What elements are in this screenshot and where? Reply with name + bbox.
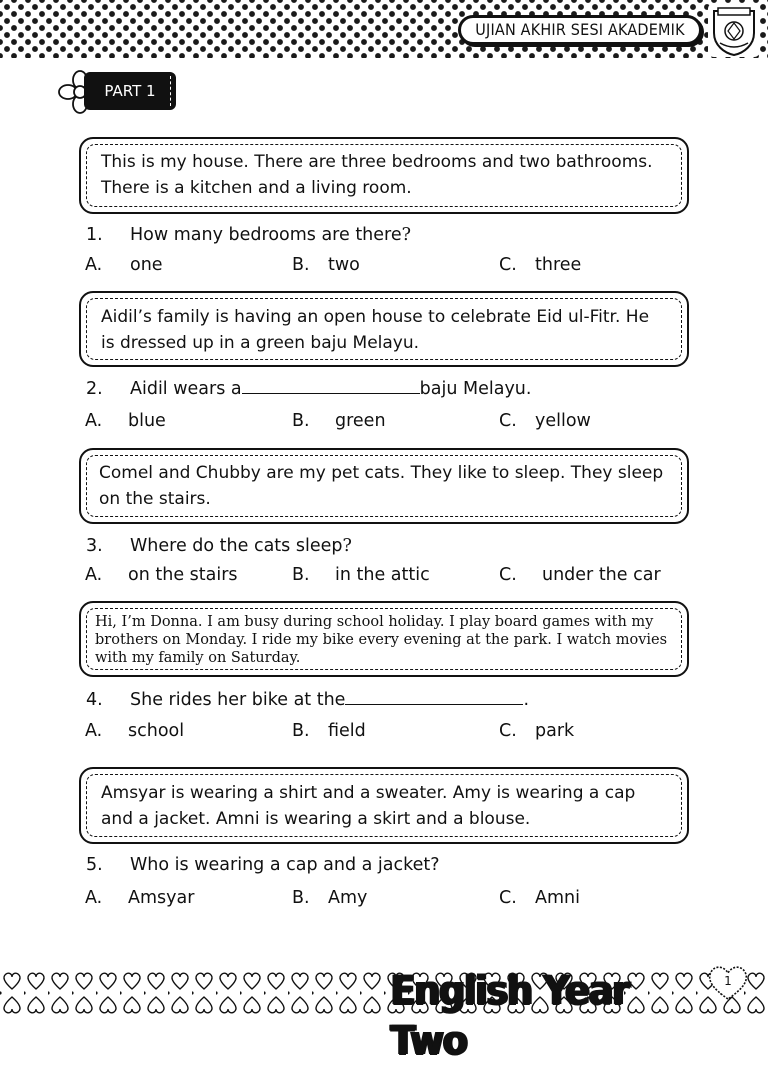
options-4 [0, 719, 768, 743]
options-3 [0, 563, 768, 587]
question-number: 1. [86, 225, 103, 245]
passage-3 [79, 448, 689, 524]
option-letter: A. [85, 888, 103, 908]
passage-text: Hi, I’m Donna. I am busy during school holiday. I play board games with my brothers on Monday. I ride my bike every evening at the park. I watch movies with my family on Saturday. [95, 614, 668, 666]
subject-title: English Year Two [390, 968, 629, 1064]
option-c[interactable] [499, 886, 580, 910]
passage-text: Comel and Chubby are my pet cats. They like to sleep. They sleep on the stairs. [99, 463, 664, 509]
option-text: park [535, 721, 575, 741]
option-letter: B. [292, 888, 310, 908]
question-number: 2. [86, 379, 103, 399]
options-5 [0, 886, 768, 910]
option-letter: C. [499, 565, 517, 585]
option-letter: C. [499, 721, 517, 741]
option-text: Amy [328, 888, 368, 908]
option-c[interactable] [499, 409, 591, 433]
question-text-after-blank: . [523, 690, 530, 710]
question-1 [86, 223, 411, 247]
option-letter: A. [85, 411, 103, 431]
option-text: field [328, 721, 366, 741]
question-5 [86, 853, 440, 877]
passage-5 [79, 767, 689, 844]
option-letter: C. [499, 411, 517, 431]
answer-blank [345, 687, 523, 705]
option-letter: B. [292, 411, 310, 431]
option-text: three [535, 255, 582, 275]
question-3 [86, 534, 352, 558]
option-letter: B. [292, 721, 310, 741]
question-number: 4. [86, 690, 103, 710]
option-a[interactable] [85, 253, 163, 277]
option-b[interactable] [292, 886, 367, 910]
options-1 [0, 253, 768, 277]
option-letter: B. [292, 565, 310, 585]
question-text: How many bedrooms are there [130, 225, 402, 245]
option-b[interactable] [292, 719, 366, 743]
passage-1 [79, 137, 689, 214]
question-number: 5. [86, 855, 103, 875]
question-text: Who is wearing a cap and a jacket? [130, 855, 440, 875]
option-text: blue [128, 411, 166, 431]
option-text: school [128, 721, 185, 741]
school-crest-icon [708, 3, 760, 57]
option-text: yellow [535, 411, 591, 431]
question-number: 3. [86, 536, 103, 556]
option-a[interactable] [85, 719, 184, 743]
question-text-before-blank: She rides her bike at the [130, 690, 346, 710]
option-letter: A. [85, 255, 103, 275]
answer-blank [242, 376, 420, 394]
passage-2 [79, 291, 689, 367]
passage-text: Amsyar is wearing a shirt and a sweater. Amy is wearing a cap and a jacket. Amni is wearing a skirt and a blouse. [101, 783, 636, 829]
question-2 [86, 376, 531, 401]
options-2 [0, 409, 768, 433]
option-text: Amni [535, 888, 580, 908]
option-b[interactable] [292, 409, 386, 433]
option-text: two [328, 255, 360, 275]
option-a[interactable] [85, 886, 194, 910]
option-a[interactable] [85, 409, 166, 433]
option-text: on the stairs [128, 565, 238, 585]
part-label: PART 1 [84, 72, 176, 110]
option-text: one [130, 255, 163, 275]
option-letter: A. [85, 565, 103, 585]
option-b[interactable] [292, 563, 430, 587]
option-letter: C. [499, 888, 517, 908]
exam-title-banner: UJIAN AKHIR SESI AKADEMIK [458, 15, 702, 45]
question-mark: ? [401, 225, 412, 245]
option-c[interactable] [499, 253, 581, 277]
option-b[interactable] [292, 253, 360, 277]
question-4 [86, 687, 529, 712]
passage-4 [79, 601, 689, 677]
option-text: Amsyar [128, 888, 195, 908]
question-text-before-blank: Aidil wears a [130, 379, 242, 399]
option-letter: B. [292, 255, 310, 275]
passage-text: This is my house. There are three bedrooms and two bathrooms. There is a kitchen and a living room. [101, 152, 653, 198]
option-text: under the car [542, 565, 661, 585]
option-c[interactable] [499, 563, 661, 587]
option-a[interactable] [85, 563, 238, 587]
option-text: green [335, 411, 386, 431]
question-mark: ? [342, 536, 352, 556]
option-text: in the attic [335, 565, 430, 585]
option-letter: C. [499, 255, 517, 275]
option-letter: A. [85, 721, 103, 741]
question-text-after-blank: baju Melayu. [419, 379, 532, 399]
option-c[interactable] [499, 719, 574, 743]
page-number: 1 [724, 974, 732, 988]
question-text: Where do the cats sleep [130, 536, 343, 556]
passage-text: Aidil’s family is having an open house to celebrate Eid ul-Fitr. He is dressed up in a green baju Melayu. [101, 307, 650, 353]
